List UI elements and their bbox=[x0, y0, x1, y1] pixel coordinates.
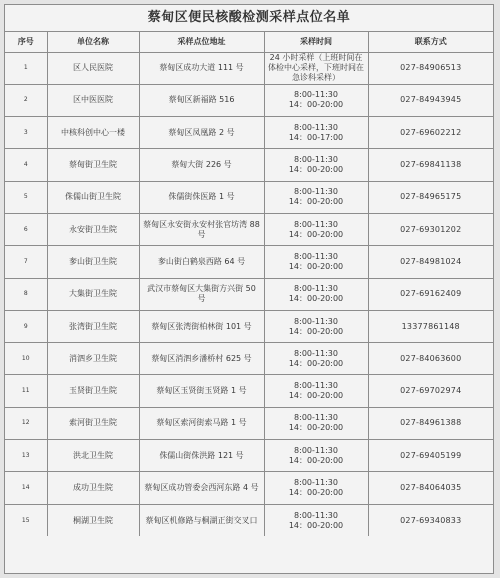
header-time: 采样时间 bbox=[264, 32, 368, 52]
cell-phone: 13377861148 bbox=[368, 310, 493, 342]
table-row bbox=[5, 213, 493, 245]
cell-address: 武汉市蔡甸区大集街方兴街 50 号 bbox=[139, 278, 264, 310]
cell-unit-name: 蔡甸街卫生院 bbox=[47, 149, 139, 181]
cell-phone: 027-69841138 bbox=[368, 149, 493, 181]
cell-phone: 027-84063600 bbox=[368, 343, 493, 375]
cell-no: 2 bbox=[5, 84, 47, 116]
sampling-time-line: 8:00-11:30 bbox=[294, 187, 338, 197]
sampling-time-line: 14：00-20:00 bbox=[288, 197, 344, 207]
sampling-time-line: 8:00-11:30 bbox=[294, 219, 338, 229]
cell-no: 9 bbox=[5, 310, 47, 342]
cell-no: 5 bbox=[5, 181, 47, 213]
cell-unit-name: 张湾街卫生院 bbox=[47, 310, 139, 342]
sampling-time-line: 8:00-11:30 bbox=[294, 90, 338, 100]
cell-unit-name: 索河街卫生院 bbox=[47, 407, 139, 439]
table-row bbox=[5, 472, 493, 504]
cell-phone: 027-69162409 bbox=[368, 278, 493, 310]
table-row bbox=[5, 52, 493, 84]
cell-phone: 027-69602212 bbox=[368, 117, 493, 149]
sampling-time-line: 14：00-20:00 bbox=[288, 326, 344, 336]
cell-address: 蔡甸区机修路与桐湖正街交叉口 bbox=[139, 504, 264, 536]
sampling-time-line: 14：00-20:00 bbox=[288, 488, 344, 497]
cell-sampling-time bbox=[264, 84, 368, 116]
sampling-time-line: 8:00-11:30 bbox=[294, 478, 338, 487]
cell-unit-name: 区人民医院 bbox=[47, 52, 139, 84]
cell-phone: 027-69301202 bbox=[368, 213, 493, 245]
cell-no: 14 bbox=[5, 472, 47, 504]
sampling-sites-table bbox=[5, 32, 493, 536]
cell-unit-name: 侏儒山街卫生院 bbox=[47, 181, 139, 213]
cell-sampling-time bbox=[264, 117, 368, 149]
cell-sampling-time bbox=[264, 343, 368, 375]
table-row bbox=[5, 117, 493, 149]
cell-no: 8 bbox=[5, 278, 47, 310]
table-row bbox=[5, 310, 493, 342]
cell-phone: 027-84981024 bbox=[368, 246, 493, 278]
cell-address: 蔡甸区成功管委会西河东路 4 号 bbox=[139, 472, 264, 504]
sampling-sites-sheet bbox=[4, 4, 494, 574]
cell-address: 蔡甸大街 226 号 bbox=[139, 149, 264, 181]
cell-sampling-time bbox=[264, 472, 368, 504]
cell-address: 侏儒街侏医路 1 号 bbox=[139, 181, 264, 213]
cell-no: 13 bbox=[5, 440, 47, 472]
cell-unit-name: 永安街卫生院 bbox=[47, 213, 139, 245]
header-address: 采样点位地址 bbox=[139, 32, 264, 52]
cell-sampling-time bbox=[264, 407, 368, 439]
sampling-time-line: 14：00-20:00 bbox=[288, 520, 344, 530]
table-row bbox=[5, 246, 493, 278]
sampling-time-line: 14：00-20:00 bbox=[288, 391, 344, 401]
sampling-time-line: 14：00-20:00 bbox=[288, 358, 344, 368]
sampling-time-line: 14：00-20:00 bbox=[288, 100, 344, 110]
cell-address: 蔡甸区消泗乡潘桥村 625 号 bbox=[139, 343, 264, 375]
sampling-time-line: 14：00-20:00 bbox=[288, 294, 344, 304]
cell-phone: 027-84961388 bbox=[368, 407, 493, 439]
cell-phone: 027-69340833 bbox=[368, 504, 493, 536]
cell-no: 12 bbox=[5, 407, 47, 439]
cell-unit-name: 区中医医院 bbox=[47, 84, 139, 116]
cell-no: 4 bbox=[5, 149, 47, 181]
cell-unit-name: 大集街卫生院 bbox=[47, 278, 139, 310]
table-row bbox=[5, 440, 493, 472]
cell-unit-name: 奓山街卫生院 bbox=[47, 246, 139, 278]
sampling-time-line: 8:00-11:30 bbox=[294, 155, 338, 165]
cell-unit-name: 玉贤街卫生院 bbox=[47, 375, 139, 407]
sampling-time-line: 14：00-20:00 bbox=[288, 423, 344, 433]
cell-no: 1 bbox=[5, 52, 47, 84]
sampling-time-line: 8:00-11:30 bbox=[294, 445, 338, 455]
cell-no: 7 bbox=[5, 246, 47, 278]
table-body bbox=[5, 52, 493, 536]
cell-address: 蔡甸区玉贤街玉贤路 1 号 bbox=[139, 375, 264, 407]
sampling-time-line: 8:00-11:30 bbox=[294, 413, 338, 423]
table-row bbox=[5, 149, 493, 181]
table-row bbox=[5, 343, 493, 375]
sampling-time-line: 8:00-11:30 bbox=[294, 348, 338, 358]
cell-sampling-time bbox=[264, 504, 368, 536]
cell-unit-name: 桐湖卫生院 bbox=[47, 504, 139, 536]
cell-address: 蔡甸区新福路 516 bbox=[139, 84, 264, 116]
sampling-time-line: 14：00-20:00 bbox=[288, 261, 344, 271]
cell-address: 蔡甸区索河街索马路 1 号 bbox=[139, 407, 264, 439]
table-row bbox=[5, 84, 493, 116]
table-row bbox=[5, 504, 493, 536]
sampling-time-line: 8:00-11:30 bbox=[294, 510, 338, 520]
cell-unit-name: 洪北卫生院 bbox=[47, 440, 139, 472]
table-row bbox=[5, 375, 493, 407]
cell-no: 15 bbox=[5, 504, 47, 536]
cell-phone: 027-84943945 bbox=[368, 84, 493, 116]
sampling-time-line: 8:00-11:30 bbox=[294, 316, 338, 326]
header-contact: 联系方式 bbox=[368, 32, 493, 52]
cell-address: 蔡甸区凤凰路 2 号 bbox=[139, 117, 264, 149]
cell-phone: 027-84906513 bbox=[368, 52, 493, 84]
cell-sampling-time bbox=[264, 440, 368, 472]
sampling-time-line: 14：00-17:00 bbox=[288, 132, 344, 142]
document-title: 蔡甸区便民核酸检测采样点位名单 bbox=[5, 5, 493, 32]
sampling-time-line: 14：00-20:00 bbox=[288, 455, 344, 465]
cell-sampling-time bbox=[264, 181, 368, 213]
header-no: 序号 bbox=[5, 32, 47, 52]
sampling-time-line: 24 小时采样（上班时间在体检中心采样，下班时间在急诊科采样） bbox=[268, 53, 364, 83]
cell-unit-name: 中核科创中心一楼 bbox=[47, 117, 139, 149]
cell-phone: 027-84965175 bbox=[368, 181, 493, 213]
sampling-time-line: 14：00-20:00 bbox=[288, 165, 344, 175]
cell-no: 6 bbox=[5, 213, 47, 245]
sampling-time-line: 8:00-11:30 bbox=[294, 122, 338, 132]
cell-unit-name: 成功卫生院 bbox=[47, 472, 139, 504]
cell-address: 蔡甸区永安街永安村张官坊湾 88 号 bbox=[139, 213, 264, 245]
sampling-time-line: 14：00-20:00 bbox=[288, 229, 344, 239]
cell-sampling-time bbox=[264, 52, 368, 84]
cell-no: 3 bbox=[5, 117, 47, 149]
cell-phone: 027-84064035 bbox=[368, 472, 493, 504]
header-unit: 单位名称 bbox=[47, 32, 139, 52]
cell-phone: 027-69405199 bbox=[368, 440, 493, 472]
cell-sampling-time bbox=[264, 278, 368, 310]
sampling-time-line: 8:00-11:30 bbox=[294, 284, 338, 294]
table-row bbox=[5, 407, 493, 439]
table-row bbox=[5, 278, 493, 310]
cell-address: 蔡甸区张湾街柏林街 101 号 bbox=[139, 310, 264, 342]
cell-phone: 027-69702974 bbox=[368, 375, 493, 407]
cell-address: 奓山街白鹤泉西路 64 号 bbox=[139, 246, 264, 278]
cell-no: 11 bbox=[5, 375, 47, 407]
sampling-time-line: 8:00-11:30 bbox=[294, 251, 338, 261]
cell-sampling-time bbox=[264, 149, 368, 181]
cell-address: 蔡甸区成功大道 111 号 bbox=[139, 52, 264, 84]
cell-address: 侏儒山街侏洪路 121 号 bbox=[139, 440, 264, 472]
cell-sampling-time bbox=[264, 213, 368, 245]
table-header-row bbox=[5, 32, 493, 52]
table-row bbox=[5, 181, 493, 213]
cell-unit-name: 消泗乡卫生院 bbox=[47, 343, 139, 375]
sampling-time-line: 8:00-11:30 bbox=[294, 381, 338, 391]
cell-sampling-time bbox=[264, 375, 368, 407]
cell-sampling-time bbox=[264, 310, 368, 342]
cell-sampling-time bbox=[264, 246, 368, 278]
cell-no: 10 bbox=[5, 343, 47, 375]
